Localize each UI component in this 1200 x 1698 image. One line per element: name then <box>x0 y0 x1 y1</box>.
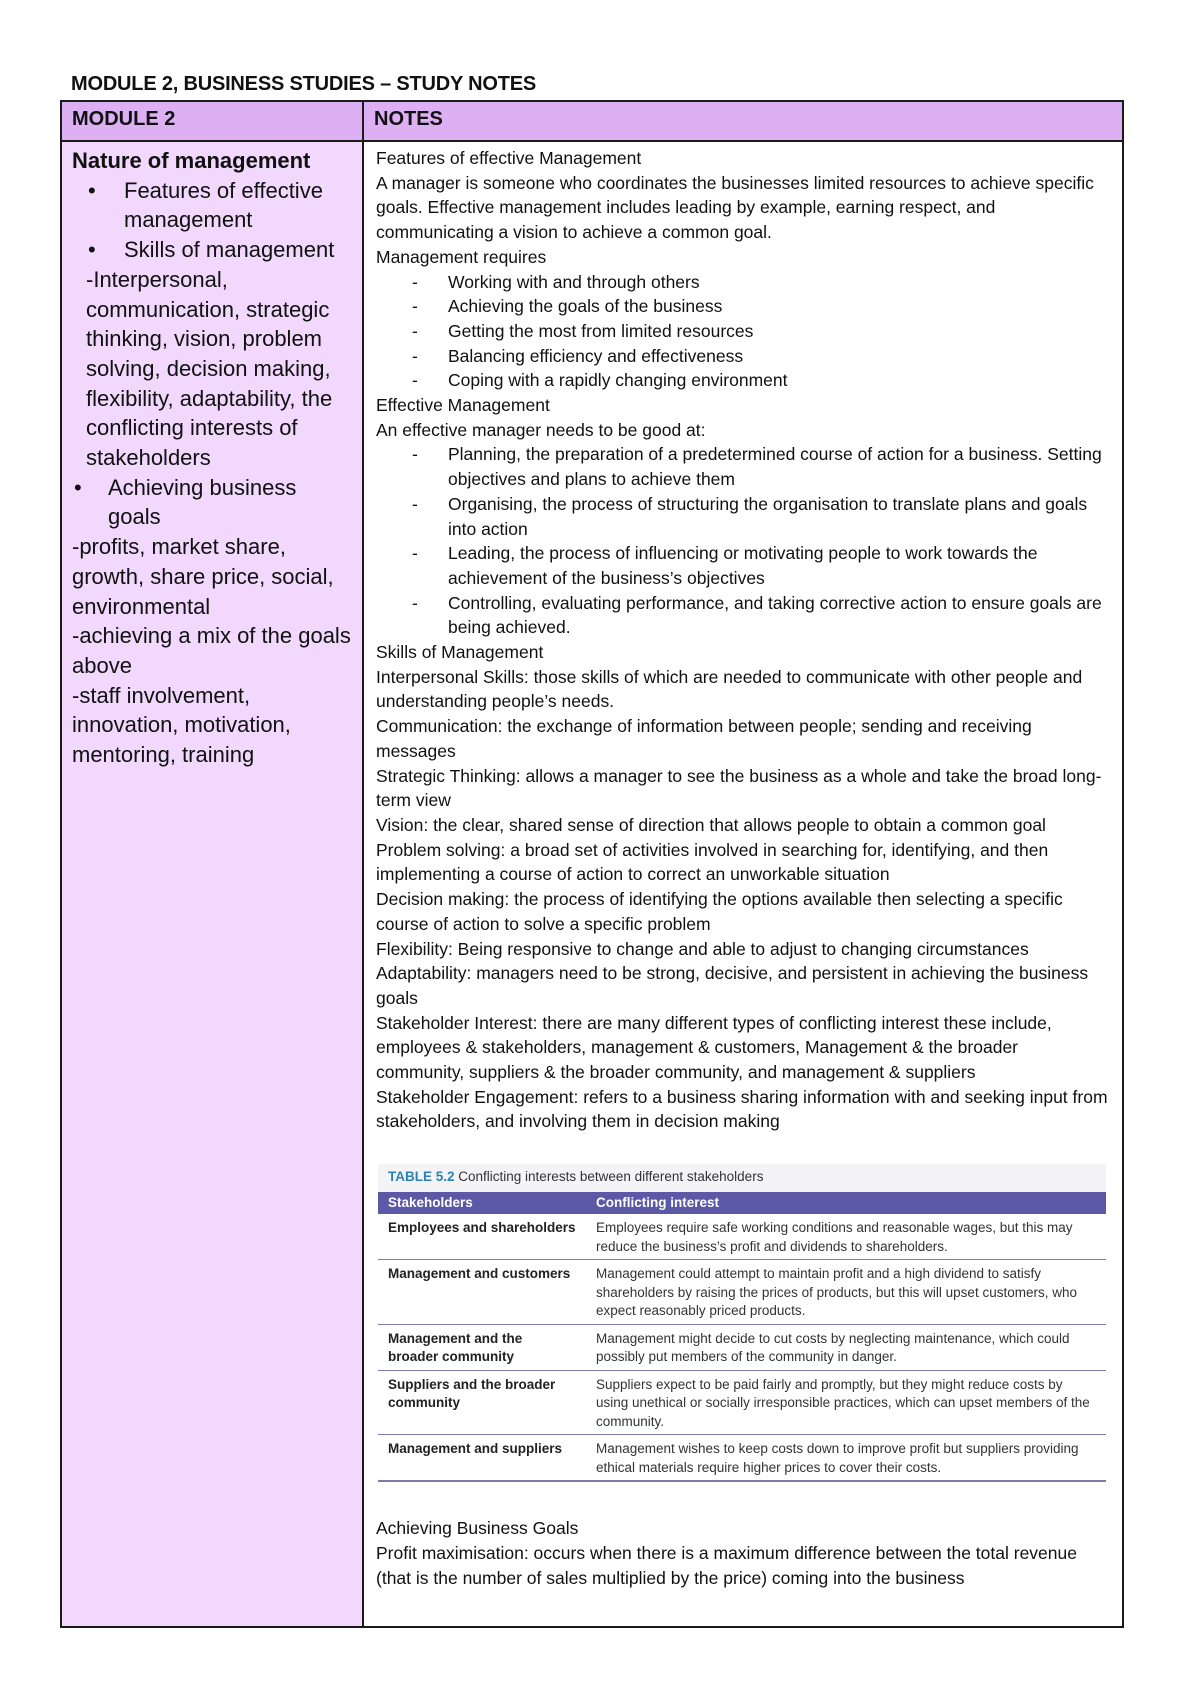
effective-list <box>376 442 1110 640</box>
effective-intro: An effective manager needs to be good at: <box>376 419 706 440</box>
table-title: Conflicting interests between different stakeholders <box>454 1169 764 1185</box>
list-item: - Planning, the preparation of a predetermined course of action for a business. Setting objectives and plans to achieve them <box>376 442 1110 491</box>
list-item: - Getting the most from limited resources <box>376 319 1110 344</box>
requires-heading: Management requires <box>376 246 547 267</box>
skill-paragraph: Interpersonal Skills: those skills of which are needed to communicate with other people and understanding people’s needs. <box>376 666 1083 712</box>
list-item: - Organising, the process of structuring the organisation to translate plans and goals into action <box>376 492 1110 541</box>
features-heading: Features of effective Management <box>376 148 642 168</box>
interest-cell: Management wishes to keep costs down to improve profit but suppliers providing ethical materials require higher prices to cover their costs. <box>586 1435 1106 1482</box>
goals-detail: -staff involvement, innovation, motivation, mentoring, training <box>72 682 291 768</box>
column-header: Conflicting interest <box>586 1192 1106 1215</box>
goals-section <box>376 1516 1110 1590</box>
stakeholders-cell: Management and customers <box>378 1260 586 1325</box>
skill-paragraph: Strategic Thinking: allows a manager to see the business as a whole and take the broad long-term view <box>376 765 1102 811</box>
effective-heading: Effective Management <box>376 395 550 416</box>
skill-paragraph: Flexibility: Being responsive to change and able to adjust to changing circumstances <box>376 938 1029 959</box>
notes-table <box>60 100 1124 1628</box>
table-row <box>378 1260 1106 1325</box>
notes-column <box>364 142 1122 1626</box>
goals-detail: -profits, market share, growth, share price, social, environmental <box>72 534 334 619</box>
table-row <box>378 1370 1106 1435</box>
bullet-item: • Achieving business goals <box>72 473 352 532</box>
skill-paragraph: Stakeholder Engagement: refers to a business sharing information with and seeking input from stakeholders, and involving them in decision making <box>376 1086 1108 1132</box>
document-title: MODULE 2, BUSINESS STUDIES – STUDY NOTES <box>71 73 537 95</box>
column-header: Stakeholders <box>378 1192 586 1215</box>
skill-paragraph: Problem solving: a broad set of activities involved in searching for, identifying, and then implementing a course of action to correct an unworkable situation <box>376 839 1049 885</box>
skill-paragraph: Adaptability: managers need to be strong, decisive, and persistent in achieving the business goals <box>376 963 1089 1008</box>
goals-text: Profit maximisation: occurs when there is a maximum difference between the total revenue (that is the number of sales multiplied by the price) coming into the business <box>376 1542 1077 1588</box>
table-row <box>378 1324 1106 1370</box>
topic-heading: Nature of management <box>72 148 311 173</box>
bullet-item: • Skills of management <box>72 235 352 265</box>
goals-heading: Achieving Business Goals <box>376 1518 579 1539</box>
header-notes: NOTES <box>364 102 1122 142</box>
table-label: TABLE 5.2 <box>388 1169 455 1185</box>
list-item: - Achieving the goals of the business <box>376 294 1110 319</box>
header-module: MODULE 2 <box>62 102 364 142</box>
interest-cell: Employees require safe working conditions and reasonable wages, but this may reduce the business’s profit and dividends to shareholders. <box>586 1214 1106 1260</box>
goals-bullets <box>72 473 352 532</box>
features-text: A manager is someone who coordinates the businesses limited resources to achieve specific goals. Effective management includes leading by example, earning respect, and communicating a vision to achieve a common goal. <box>376 172 1094 243</box>
skill-paragraph: Stakeholder Interest: there are many different types of conflicting interest these include, employees & stakeholders, management & customers, Management & the broader community, suppliers & the broader community, and management & suppliers <box>376 1012 1052 1083</box>
stakeholders-cell: Employees and shareholders <box>378 1214 586 1260</box>
stakeholders-cell: Management and the broader community <box>378 1324 586 1370</box>
topic-bullets <box>72 176 352 265</box>
table-caption <box>378 1164 1106 1192</box>
module-column <box>62 142 364 1626</box>
stakeholders-cell: Suppliers and the broader community <box>378 1370 586 1435</box>
interest-cell: Suppliers expect to be paid fairly and promptly, but they might reduce costs by using unethical or socially irresponsible practices, which can upset members of the community. <box>586 1370 1106 1435</box>
skills-detail: -Interpersonal, communication, strategic thinking, vision, problem solving, decision making, flexibility, adaptability, the conflicting interests of stakeholders <box>86 266 333 471</box>
list-item: - Balancing efficiency and effectiveness <box>376 344 1110 369</box>
list-item: - Controlling, evaluating performance, and taking corrective action to ensure goals are being achieved. <box>376 591 1110 640</box>
skill-paragraph: Decision making: the process of identifying the options available then selecting a specific course of action to solve a specific problem <box>376 889 1063 934</box>
requires-list <box>376 270 1110 394</box>
skill-paragraph: Communication: the exchange of information between people; sending and receiving messages <box>376 716 1032 761</box>
stakeholders-cell: Management and suppliers <box>378 1435 586 1482</box>
list-item: - Leading, the process of influencing or motivating people to work towards the achievement of the business’s objectives <box>376 541 1110 590</box>
interest-cell: Management might decide to cut costs by neglecting maintenance, which could possibly put members of the community in danger. <box>586 1324 1106 1370</box>
stakeholder-table <box>378 1164 1106 1482</box>
list-item: - Coping with a rapidly changing environment <box>376 368 1110 393</box>
table-header-row <box>378 1192 1106 1215</box>
bullet-item: • Features of effective management <box>72 176 352 235</box>
table-row <box>378 1214 1106 1260</box>
goals-detail: -achieving a mix of the goals above <box>72 623 351 678</box>
interest-cell: Management could attempt to maintain profit and a high dividend to satisfy shareholders by raising the prices of products, but this will upset customers, who expect reasonably priced products. <box>586 1260 1106 1325</box>
skill-paragraph: Vision: the clear, shared sense of direction that allows people to obtain a common goal <box>376 814 1046 835</box>
table-row <box>378 1435 1106 1482</box>
list-item: - Working with and through others <box>376 270 1110 295</box>
skills-heading: Skills of Management <box>376 642 544 663</box>
